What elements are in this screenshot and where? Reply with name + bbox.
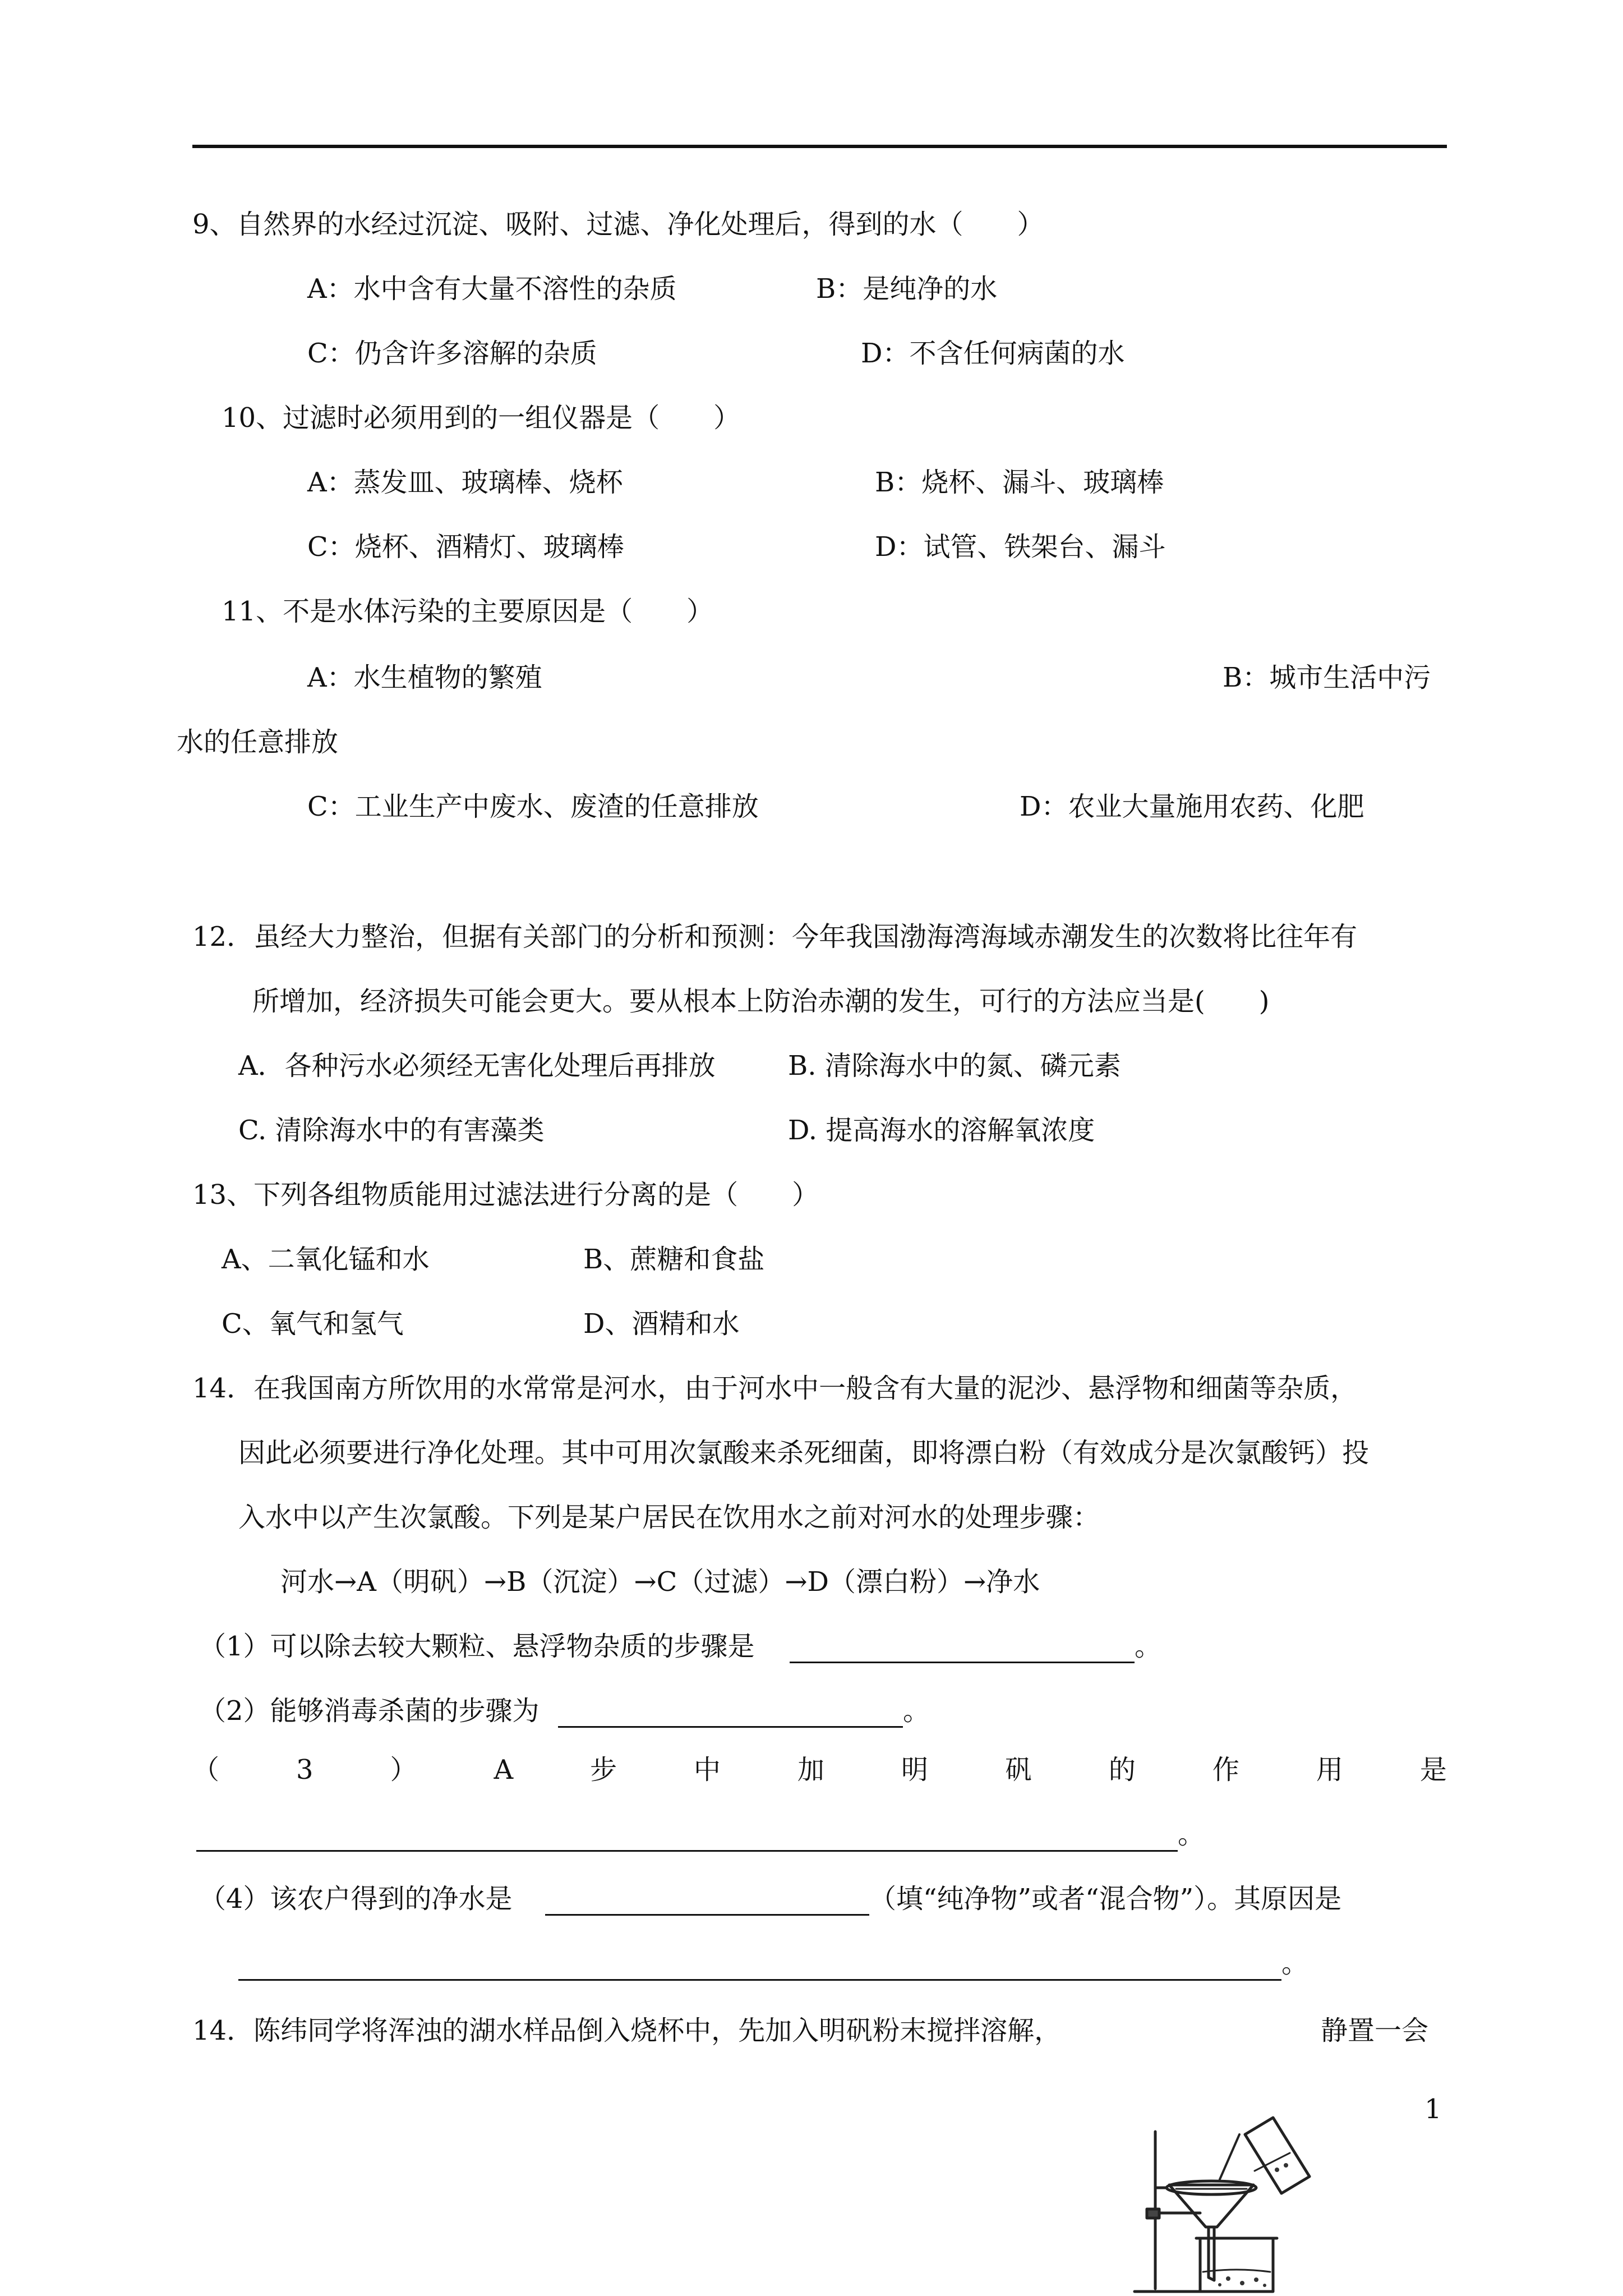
q14-part3-token: 的 <box>1108 1754 1136 1786</box>
q14-part2-prompt: （2）能够消毒杀菌的步骤为 <box>199 1695 540 1727</box>
q12-option-c: C. 清除海水中的有害藻类 <box>238 1115 545 1146</box>
q12-option-b: B. 清除海水中的氮、磷元素 <box>788 1050 1121 1082</box>
q11-option-b-part2: 水的任意排放 <box>177 726 339 758</box>
q9-option-c: C：仍含许多溶解的杂质 <box>307 338 597 369</box>
q13-option-a: A、二氧化锰和水 <box>222 1244 430 1275</box>
q9-option-b: B：是纯净的水 <box>816 273 998 305</box>
q11-option-a: A：水生植物的繁殖 <box>307 662 542 693</box>
q14-part3-token: 步 <box>590 1754 617 1786</box>
q14-part3-token: 3 <box>296 1754 313 1786</box>
q14-part2-end: 。 <box>903 1695 930 1727</box>
q14-part4-after: （填“纯净物”或者“混合物”）。其原因是 <box>869 1883 1342 1915</box>
q13-stem: 13、下列各组物质能用过滤法进行分离的是（ ） <box>192 1179 819 1211</box>
q14-part3-token: 矾 <box>1004 1754 1032 1786</box>
q14-part4-reason-blank[interactable] <box>238 1979 1281 1981</box>
q14-part3-token: 用 <box>1316 1754 1343 1786</box>
q14-part3-prompt <box>192 1753 1447 1787</box>
q14-part3-token: （ <box>192 1754 220 1786</box>
q14-line2: 因此必须要进行净化处理。其中可用次氯酸来杀死细菌，即将漂白粉（有效成分是次氯酸钙）投 <box>238 1437 1370 1469</box>
q9-option-a: A：水中含有大量不溶性的杂质 <box>307 273 677 305</box>
q10-option-a: A：蒸发皿、玻璃棒、烧杯 <box>307 467 623 498</box>
q14-part3-token: A <box>494 1754 514 1786</box>
q9-stem: 9、自然界的水经过沉淀、吸附、过滤、净化处理后，得到的水（ ） <box>192 209 1044 240</box>
q14-part3-token: 作 <box>1212 1754 1239 1786</box>
q14-part3-end: 。 <box>1178 1819 1205 1850</box>
q10-option-b: B：烧杯、漏斗、玻璃棒 <box>875 467 1164 498</box>
q12-stem-line1: 12．虽经大力整治，但据有关部门的分析和预测：今年我国渤海湾海域赤潮发生的次数将比往年有 <box>192 921 1358 953</box>
q11-option-d: D：农业大量施用农药、化肥 <box>1020 791 1364 822</box>
q10-stem: 10、过滤时必须用到的一组仪器是（ ） <box>222 402 741 434</box>
q14-part4-prompt: （4）该农户得到的净水是 <box>199 1883 513 1915</box>
q13-option-d: D、酒精和水 <box>583 1308 740 1340</box>
q12-option-d: D. 提高海水的溶解氧浓度 <box>788 1115 1095 1146</box>
q14-line1: 14．在我国南方所饮用的水常常是河水，由于河水中一般含有大量的泥沙、悬浮物和细菌等杂质， <box>192 1373 1358 1404</box>
q12-stem-line2: 所增加，经济损失可能会更大。要从根本上防治赤潮的发生，可行的方法应当是( ) <box>252 986 1270 1017</box>
q14-part1-end: 。 <box>1135 1631 1162 1662</box>
q14-part3-token: ） <box>390 1754 417 1786</box>
q14-line3: 入水中以产生次氯酸。下列是某户居民在饮用水之前对河水的处理步骤： <box>238 1502 1100 1533</box>
q10-option-c: C：烧杯、酒精灯、玻璃棒 <box>307 531 624 563</box>
q11-option-b-part1: B：城市生活中污 <box>1223 662 1431 693</box>
q14-part3-token: 加 <box>797 1754 825 1786</box>
q13-option-c: C、氧气和氢气 <box>222 1308 404 1340</box>
page-number: 1 <box>1424 2093 1442 2125</box>
q15-text-right: 静置一会 <box>1321 2015 1429 2046</box>
q12-option-a: A．各种污水必须经无害化处理后再排放 <box>238 1050 716 1082</box>
q14-process-flow: 河水→A（明矾）→B（沉淀）→C（过滤）→D（漂白粉）→净水 <box>280 1566 1040 1598</box>
header-rule <box>192 145 1447 148</box>
q14-part1-prompt: （1）可以除去较大颗粒、悬浮物杂质的步骤是 <box>199 1631 755 1662</box>
q11-stem: 11、不是水体污染的主要原因是（ ） <box>222 596 714 627</box>
q14-part4-blank[interactable] <box>545 1914 869 1916</box>
q11-option-c: C：工业生产中废水、废渣的任意排放 <box>307 791 759 822</box>
filtration-apparatus-illustration <box>1130 2109 1366 2296</box>
q15-text-left: 14．陈纬同学将浑浊的湖水样品倒入烧杯中，先加入明矾粉末搅拌溶解， <box>192 2015 1062 2046</box>
q14-part1-blank[interactable] <box>790 1662 1135 1663</box>
q14-part3-token: 是 <box>1419 1754 1447 1786</box>
q14-part2-blank[interactable] <box>558 1726 903 1728</box>
q9-option-d: D：不含任何病菌的水 <box>861 338 1125 369</box>
q14-part3-token: 明 <box>901 1754 928 1786</box>
q14-part4-end: 。 <box>1281 1948 1309 1979</box>
q14-part3-token: 中 <box>694 1754 721 1786</box>
q13-option-b: B、蔗糖和食盐 <box>583 1244 765 1275</box>
q10-option-d: D：试管、铁架台、漏斗 <box>875 531 1166 563</box>
q14-part3-blank[interactable] <box>196 1850 1178 1852</box>
